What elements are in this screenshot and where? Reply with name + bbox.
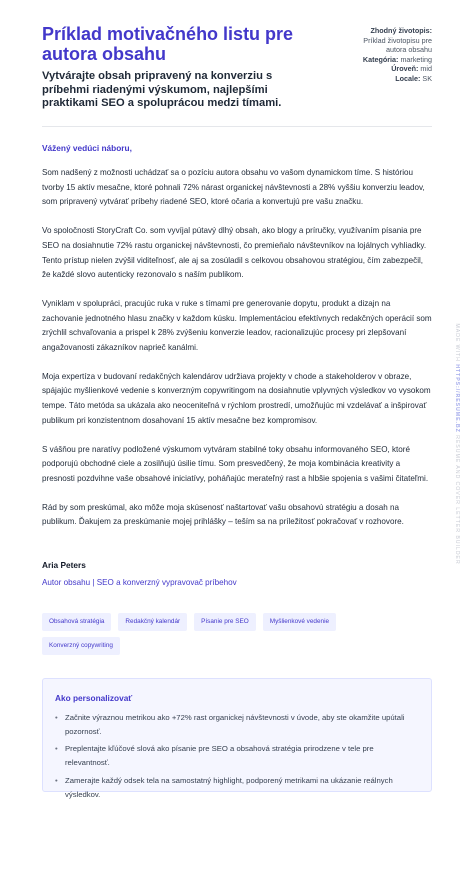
personalization-tips (42, 678, 432, 799)
made-with-watermark (454, 323, 460, 564)
meta-locale-value: SK (422, 73, 432, 83)
letter-paragraph: S vášňou pre naratívy podložené výskumom vytváram stabilné toky obsahu informovaného SEO, ktoré podporujú obchodné ciele a zosilňujú úsilie tímu. Som presvedčený, že moja kombinácia kreativity a presnosti pozdvihne vaše obsahové iniciatívy, poháňajúc merateľný rast a hlbšie spojenia s vašimi čitateľmi. (42, 444, 429, 483)
letter-paragraph: Vyniklam v spolupráci, pracujúc ruka v ruke s tímami pre generovanie dopytu, produkt a dizajn na zachovanie jednotného hlasu značky v každom kúsku. Implementáciou efektívnych redakčných operácií som zrýchlil schvaľovania a prispel k 28% zvýšeniu konverzie leadov, racionalizujúc procesy pri zlepšovaní angažovanosti zákazníkov naprieč kanálmi. (42, 298, 432, 353)
letter-paragraph: Som nadšený z možnosti uchádzať sa o pozíciu autora obsahu vo vašom dynamickom tíme. S históriou tvorby 15 aktív mesačne, ktoré pohnali 72% nárast organickej návštevnosti a 28% vyššiu konverziu leadov, som pripravený vytvárať príbehy riadené SEO, ktoré očaria a konvertujú pre vašu značku. (42, 168, 425, 207)
meta-level-value: mid (420, 64, 432, 73)
made-with-label: MADE WITH (454, 323, 460, 362)
skill-tag: Konverzný copywriting (42, 637, 120, 655)
builder-tagline: RESUME AND COVER LETTER BUILDER (454, 435, 460, 565)
page-subtitle: Vytvárajte obsah pripravený na konverziu s príbehmi riadenými výskumom, najlepšími praktikami SEO a spoluprácou medzi tímami. (42, 70, 282, 109)
meta-level-label: Úroveň: (391, 64, 419, 73)
tip-item: • Preplentajte kľúčové slová ako písanie pre SEO a obsahová stratégia prirodzene v tele pre relevantnosť. (55, 742, 419, 769)
tips-list (55, 711, 419, 801)
letter-greeting: Vážený vedúci náboru, (42, 143, 132, 153)
header (42, 24, 432, 120)
signer-title: Autor obsahu | SEO a konverzný vypravovač príbehov (42, 578, 237, 588)
meta-info (342, 26, 432, 83)
skill-tag: Redakčný kalendár (118, 613, 187, 631)
skill-tag: Myšlienkové vedenie (263, 613, 336, 631)
meta-category-value: marketing (400, 54, 432, 64)
meta-category-label: Kategória: (362, 54, 399, 64)
builder-link[interactable]: HTTPS://RESUME.BZ (454, 364, 460, 433)
page-title: Príklad motivačného listu pre autora obsahu (42, 24, 294, 64)
tip-item: • Začnite výraznou metrikou ako +72% rast organickej návštevnosti v úvode, aby ste okamžite upútali pozornosť. (55, 711, 419, 738)
meta-resume-link[interactable]: Príklad životopisu pre autora obsahu (363, 35, 432, 54)
meta-resume-label: Zhodný životopis: (370, 26, 432, 35)
tip-item: • Zamerajte každý odsek tela na samostatný highlight, podporený metrikami na ukázanie reálnych výsledkov. (55, 774, 419, 801)
skill-tags (42, 613, 362, 655)
meta-locale-label: Locale: (395, 73, 421, 83)
tips-title: Ako personalizovať (55, 693, 133, 704)
letter-paragraph: Vo spoločnosti StoryCraft Co. som vyvíjal pútavý dlhý obsah, ako blogy a príručky, využívaním písania pre SEO na dosiahnutie 72% rastu organickej návštevnosti, čo premieňalo návštevníkov na lojálnych vyhliadky. Tento prístup nielen zvýšil viditeľnosť, ale aj sa zosúladil s celkovou obsahovou stratégiou, čím zabezpečil, že každé slovo autenticky rezonovalo s naším publikom. (42, 226, 427, 280)
skill-tag: Písanie pre SEO (194, 613, 256, 631)
signer-name: Aria Peters (42, 560, 86, 571)
letter-paragraph: Moja expertíza v budovaní redakčných kalendárov udržiava projekty v chode a stakeholderov v obraze, spájajúc myšlienkové vedenie s konverzným copywritingom na dosiahnutie vplyvných výsledkov vo vysokom tempe. Táto metóda sa ukázala ako neoceniteľná v rýchlom prostredí, umožňujúc mi vzdelávať a inšpirovať publikum pri konzistentnom dosahovaní 15 aktív mesačne bez kompromisov. (42, 371, 431, 425)
header-divider (42, 126, 432, 127)
cover-letter-page (42, 24, 432, 799)
skill-tag: Obsahová stratégia (42, 613, 111, 631)
letter-paragraph: Rád by som preskúmal, ako môže moja skúsenosť naštartovať vašu obsahovú stratégiu a dosah na publikum. Ďakujem za preskúmanie mojej prihlášky – teším sa na príležitosť pokračovať v rozhovore. (42, 502, 404, 527)
